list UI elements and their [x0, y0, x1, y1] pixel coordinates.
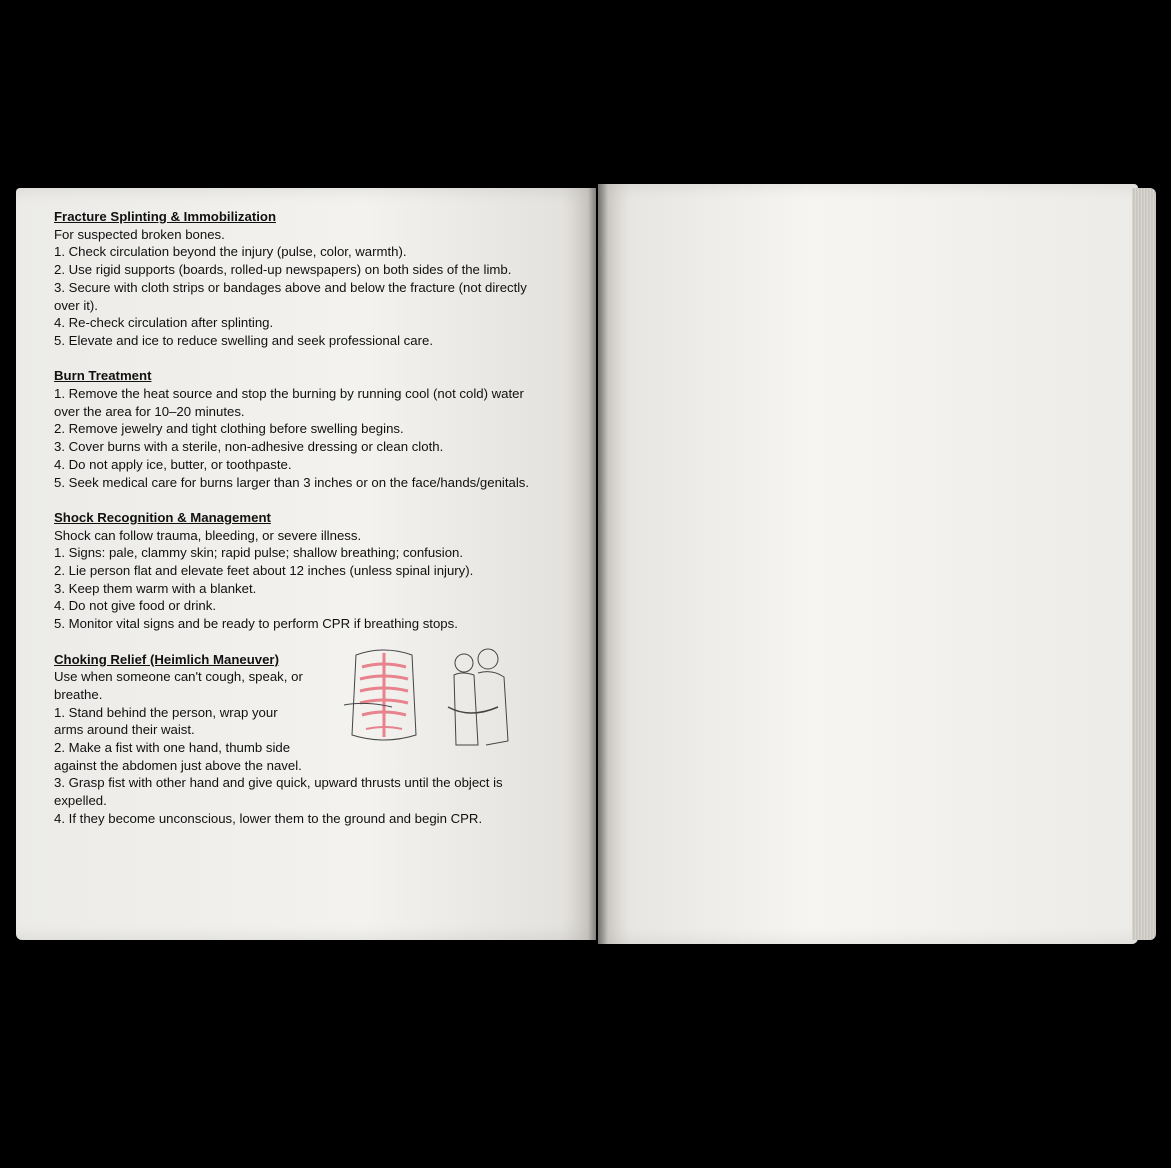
section-title: Fracture Splinting & Immobilization [54, 209, 276, 224]
left-page-content [54, 208, 534, 845]
heimlich-illustration [336, 645, 526, 755]
page-edges [1132, 188, 1156, 940]
section-line: 3. Cover burns with a sterile, non-adhesive dressing or clean cloth. [54, 439, 444, 455]
section-line: 1. Signs: pale, clammy skin; rapid pulse; shallow breathing; confusion. [54, 545, 464, 561]
section-line: 4. Do not apply ice, butter, or toothpaste. [54, 456, 292, 472]
section-title: Burn Treatment [54, 368, 152, 384]
section-shock [54, 509, 534, 633]
section-title: Shock Recognition & Management [54, 509, 271, 525]
section-line: 4. Re-check circulation after splinting. [54, 315, 274, 331]
section-line: 5. Seek medical care for burns larger than 3 inches or on the face/hands/genitals. [54, 474, 530, 490]
section-line: 3. Keep them warm with a blanket. [54, 580, 257, 596]
section-fracture [54, 208, 534, 350]
section-line: 2. Use rigid supports (boards, rolled-up newspapers) on both sides of the limb. [54, 262, 512, 278]
section-line: 1. Stand behind the person, wrap your arms around their waist. [54, 704, 278, 738]
choking-intro [54, 668, 309, 757]
section-line: 5. Monitor vital signs and be ready to perform CPR if breathing stops. [54, 616, 458, 632]
section-choking [54, 651, 534, 828]
section-line: 3. Secure with cloth strips or bandages above and below the fracture (not directly over it). [54, 279, 527, 313]
section-line: Use when someone can't cough, speak, or breathe. [54, 669, 303, 702]
section-line: 3. Grasp fist with other hand and give quick, upward thrusts until the object is expelled. [54, 775, 503, 809]
section-title: Choking Relief (Heimlich Maneuver) [54, 651, 279, 667]
section-line: 2. Make a fist with one hand, thumb side [54, 740, 291, 756]
section-line: 5. Elevate and ice to reduce swelling and seek professional care. [54, 332, 433, 348]
section-line: 4. Do not give food or drink. [54, 598, 217, 614]
section-line: 1. Check circulation beyond the injury (pulse, color, warmth). [54, 244, 407, 260]
section-line: For suspected broken bones. [54, 226, 225, 242]
left-page [16, 188, 596, 940]
section-line: 4. If they become unconscious, lower them to the ground and begin CPR. [54, 810, 483, 826]
section-line: Shock can follow trauma, bleeding, or severe illness. [54, 527, 362, 543]
open-book [14, 182, 1154, 952]
book-gutter [588, 182, 608, 952]
section-line: 2. Remove jewelry and tight clothing before swelling begins. [54, 421, 404, 437]
section-line: 2. Lie person flat and elevate feet about 12 inches (unless spinal injury). [54, 563, 474, 579]
section-line: against the abdomen just above the navel. [54, 757, 302, 773]
right-page [598, 184, 1138, 944]
section-burn [54, 367, 534, 491]
section-line: 1. Remove the heat source and stop the burning by running cool (not cold) water over the area for 10–20 minutes. [54, 386, 524, 419]
